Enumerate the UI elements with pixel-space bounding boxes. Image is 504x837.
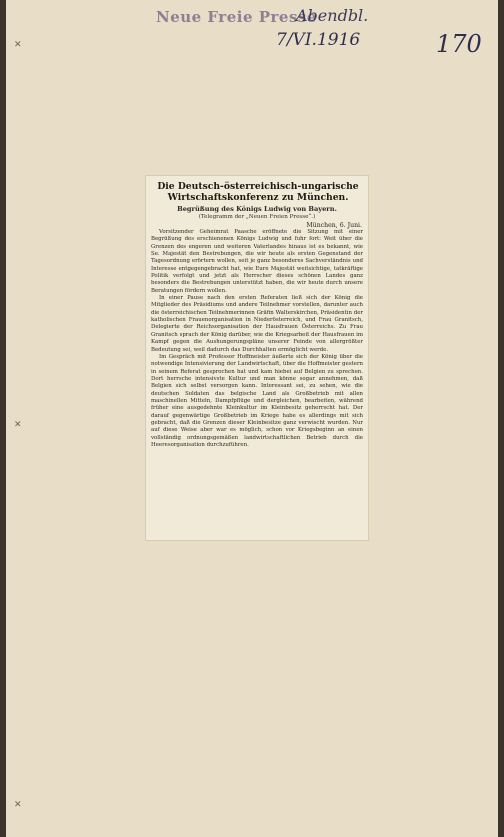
article-title: Die Deutsch-österreichisch-ungarische Wirtschaftskonferenz zu München.: [157, 181, 359, 203]
article-paragraph: Vorsitzender Geheimrat Paasche eröffnete die Sitzung mit einer Begrüßung des erschienenen Königs Ludwig und fuhr fort: Weit über die Grenzen des engeren und weiteren Vaterlandes hinaus ist es bekannt, wie Se. Majestät den Bestrebungen, die wir heute als ersten Gegenstand der Tagesordnung erörtern wollen, seit je ganz besonderes Sachverständnis und Interesse entgegengebracht hat, wie Eure Majestät weitsichtige, tatkräftige Politik verfolgt und jetzt als Herrscher dieses schönen Landes ganz besonders die Bestrebungen unterstützt haben, die wir heute durch unsere Beratungen fördern wollen.: [151, 229, 363, 294]
binding-hole-mark: ✕: [14, 800, 22, 810]
article-paragraph: In einer Pause nach den ersten Referaten ließ sich der König die Mitglieder des Präsidiums und andere Teilnehmer vorstellen, darunter auch die österreichischen Teilnehmerinnen Gräfin Walterskirchen, Präsidentin der katholischen Frauenorganisation in Niederösterreich, und Frau Granitsch, Delegierte der Reichsorganisation der Hausfrauen Österreichs. Zu Frau Granitsch sprach der König darüber, wie die Kriegsarbeit der Hausfrauen im Kampf gegen die Aushungerungspläne unserer Feinde von allergrößter Bedeutung sei, weil dadurch das Durchhalten ermöglicht werde.: [151, 295, 363, 353]
binding-hole-mark: ✕: [14, 40, 22, 50]
handwritten-date: 7/VI.1916: [276, 30, 361, 50]
handwritten-edition: Abendbl.: [296, 6, 369, 25]
article-source-line: (Telegramm der „Neuen Freien Presse“.): [198, 214, 316, 220]
article-paragraph: Im Gespräch mit Professor Hoffmeister äußerte sich der König über die notwendige Intensivierung der Landwirtschaft, über die Hoffmeister gestern in seinem Referat gesprochen hat und kam hiebei auf Belgien zu sprechen. Dort herrsche intensivste Kultur und man könne sogar annehmen, daß Belgien sich selbst versorgen kann. Interessant sei, zu sehen, wie die deutschen Soldaten das belgische Land als Großbetrieb mit allen maschinellen Mitteln, Dampfpflüge und dergleichen, bearbeiten, während früher eine ausgedehnte Kleinkultur im Kleinbesitz geherrscht hat. Der darauf gegenwärtige Großbetrieb im Kriege habe es allerdings mit sich gebracht, daß die Grenzen dieser Kleinbesitze ganz verwischt wurden. Nur auf diese Weise aber war es möglich, schon vor Kriegsbeginn an einen vollständig ordnungsgemäßen landwirtschaftlichen Betrieb durch die Heeresorganisation durchzuführen.: [151, 353, 363, 448]
article-subtitle: Begrüßung des Königs Ludwig von Bayern.: [177, 205, 337, 213]
binding-hole-mark: ✕: [14, 420, 22, 430]
binding-holes: [14, 0, 26, 837]
handwritten-folio-number: 170: [436, 30, 482, 58]
newspaper-stamp: Neue Freie Presse: [156, 8, 317, 26]
archive-sheet: [6, 0, 498, 837]
article-dateline: München, 6. Juni.: [306, 222, 362, 229]
newspaper-clipping: [146, 176, 368, 540]
